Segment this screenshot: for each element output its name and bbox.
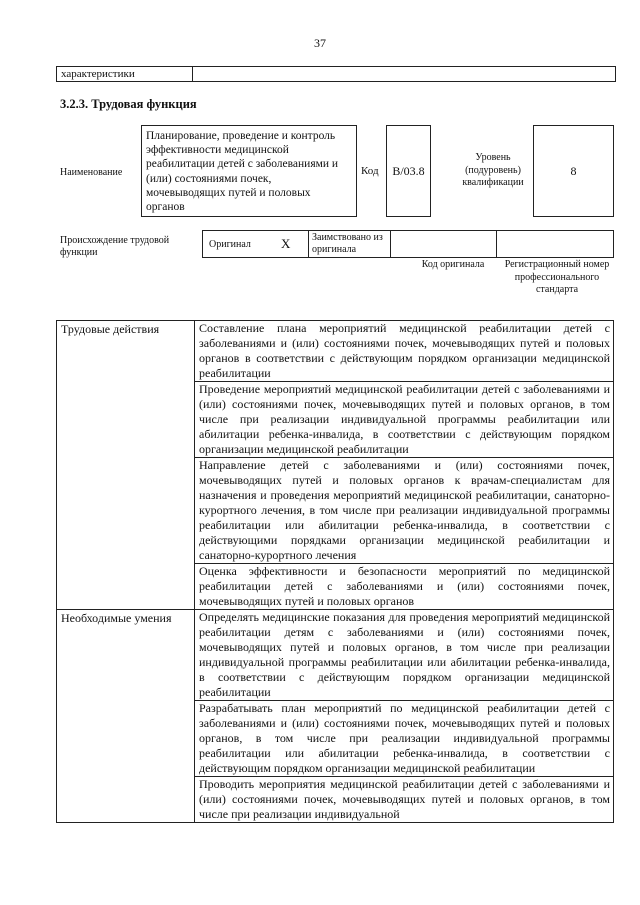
- reg-number-caption: Регистрационный номер профессионального стандарта: [504, 259, 610, 295]
- table-row: [57, 321, 614, 382]
- origin-original-cell: [203, 231, 309, 257]
- row-text: Определять медицинские показания для проведения мероприятий медицинской реабилитации детям с заболеваниями и (или) состояниями почек, мочевыводящих путей и половых органов, в том числе при реализации индивидуальной программы реабилитации или абилитации ребенка-инвалида, в соответствии с действующим порядком организации медицинской реабилитации: [195, 610, 614, 701]
- continuation-row: [56, 66, 616, 82]
- code-box: B/03.8: [386, 125, 431, 217]
- row-text: Составление плана мероприятий медицинской реабилитации детей с заболеваниями и (или) состояниями почек, мочевыводящих путей и половых органов в соответствии с действующим порядком организации медицинской реабилитации: [195, 321, 614, 382]
- table-row: [57, 610, 614, 701]
- row-text: Проведение мероприятий медицинской реабилитации детей с заболеваниями и (или) состояниями почек, мочевыводящих путей и половых органов, в том числе при реализации индивидуальной программы реабилитации или абилитации ребенка-инвалида, в соответствии с действующим порядком организации медицинской реабилитации: [195, 382, 614, 458]
- function-name-box: Планирование, проведение и контроль эффективности медицинской реабилитации детей с заболеваниями и (или) состояниями почек, мочевыводящих путей и половых органов: [141, 125, 357, 217]
- row-text: Направление детей с заболеваниями и (или) состояниями почек, мочевыводящих путей и половых органов к врачам-специалистам для назначения и проведения мероприятий медицинской реабилитации, санаторно-курортного лечения, в том числе при реализации индивидуальной программы реабилитации или абилитации ребенка-инвалида, в соответствии с действующими порядками организации медицинской реабилитации и санаторно-курортного лечения: [195, 458, 614, 564]
- code-label: Код: [361, 165, 379, 177]
- code-original-caption: Код оригинала: [421, 259, 485, 270]
- section-title: 3.2.3. Трудовая функция: [60, 97, 197, 111]
- row-text: Оценка эффективности и безопасности мероприятий по медицинской реабилитации детей с заболеваниями и (или) состояниями почек, мочевыводящих путей и половых органов: [195, 564, 614, 610]
- origin-code-cell: [391, 231, 497, 257]
- labor-function-table: [56, 320, 614, 823]
- origin-borrowed-cell: Заимствовано из оригинала: [309, 231, 391, 257]
- origin-original-label: Оригинал: [209, 239, 251, 250]
- row-text: Разрабатывать план мероприятий по медицинской реабилитации детей с заболеваниями и (или) состояниями почек, мочевыводящих путей и половых органов, в том числе при реализации индивидуальной программы реабилитации или абилитации ребенка-инвалида, в соответствии с действующим порядком организации медицинской реабилитации: [195, 701, 614, 777]
- continuation-row-label: характеристики: [57, 67, 193, 81]
- qualification-level-box: 8: [533, 125, 614, 217]
- row-category: Необходимые умения: [57, 610, 195, 823]
- origin-table: [202, 230, 614, 258]
- origin-reg-number-cell: [497, 231, 613, 257]
- qualification-level-label: Уровень (подуровень) квалификации: [462, 152, 524, 188]
- origin-original-mark: X: [281, 236, 291, 251]
- row-text: Проводить мероприятия медицинской реабилитации детей с заболеваниями и (или) состояниями почек, мочевыводящих путей и половых органов, в том числе при реализации индивидуальной: [195, 777, 614, 823]
- origin-label: Происхождение трудовой функции: [60, 235, 170, 258]
- page-number: 37: [314, 36, 326, 50]
- row-category: Трудовые действия: [57, 321, 195, 610]
- name-label: Наименование: [60, 167, 123, 178]
